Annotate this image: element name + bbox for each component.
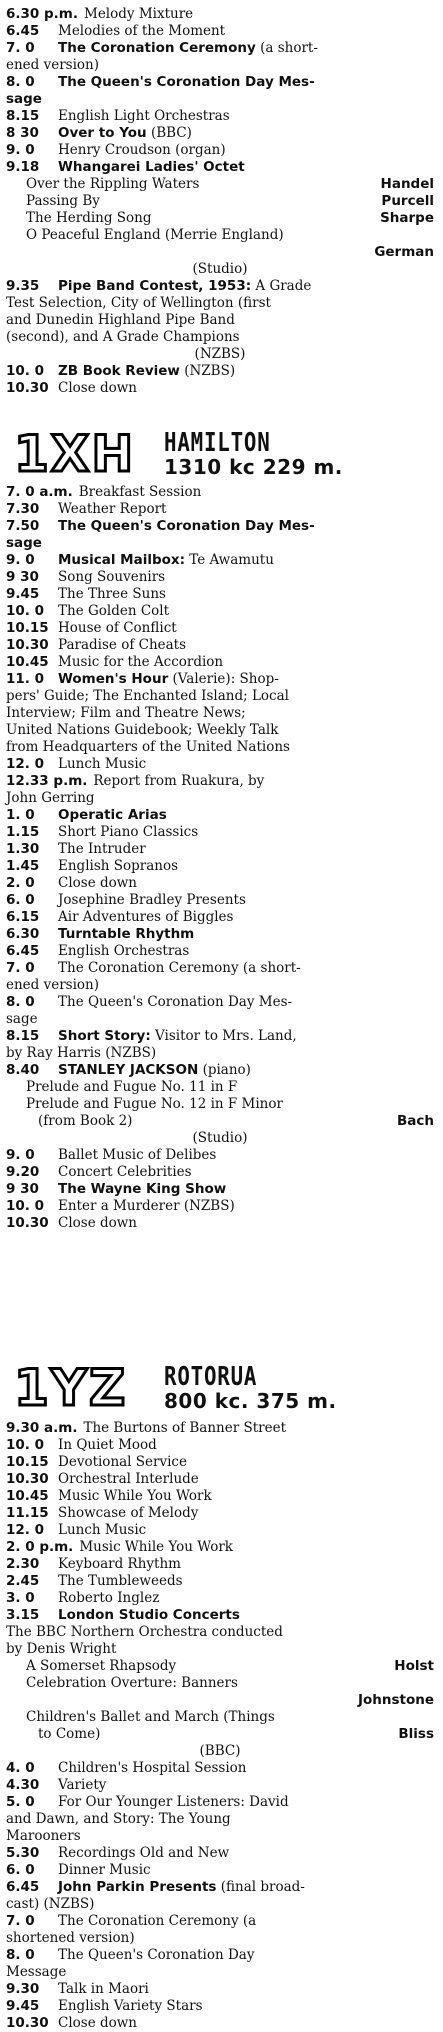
program-continuation: from Headquarters of the United Nations bbox=[6, 739, 290, 755]
program-row bbox=[6, 773, 434, 790]
piece-row bbox=[6, 1096, 434, 1113]
program-title: Paradise of Cheats bbox=[58, 637, 187, 653]
program-time: 10.45 bbox=[6, 1488, 49, 1504]
program-note: (final broad- bbox=[220, 1879, 305, 1895]
program-row bbox=[6, 159, 434, 176]
piece-row bbox=[6, 244, 434, 261]
piece-title: (from Book 2) bbox=[38, 1113, 133, 1129]
program-title: Pipe Band Contest, 1953: bbox=[58, 278, 252, 294]
program-time: 7. 0 a.m. bbox=[6, 484, 73, 500]
program-row bbox=[6, 671, 434, 688]
piece-composer: Holst bbox=[394, 1658, 434, 1674]
program-time: 12.33 p.m. bbox=[6, 773, 88, 789]
program-continuation: (second), and A Grade Champions bbox=[6, 329, 240, 345]
program-title: The Intruder bbox=[58, 841, 146, 857]
program-title: The Queen's Coronation Day bbox=[58, 1947, 255, 1963]
program-time: 10.15 bbox=[6, 1454, 49, 1470]
program-note: Visitor to Mrs. Land, bbox=[155, 1028, 297, 1044]
program-time: 6.45 bbox=[6, 943, 40, 959]
station-schedule-previous bbox=[6, 6, 434, 397]
station-logo: 1YZ bbox=[14, 1359, 128, 1417]
program-title: Short Story: bbox=[58, 1028, 151, 1044]
piece-title: Children's Ballet and March (Things bbox=[26, 1709, 275, 1725]
program-title: Recordings Old and New bbox=[58, 1845, 230, 1861]
program-time: 10.30 bbox=[6, 1215, 49, 1231]
program-time: 2. 0 p.m. bbox=[6, 1539, 74, 1555]
program-time: 4. 0 bbox=[6, 1760, 35, 1776]
program-time: 4.30 bbox=[6, 1777, 40, 1793]
program-row bbox=[6, 654, 434, 671]
program-time: 6.45 bbox=[6, 23, 40, 39]
program-title: Ballet Music of Delibes bbox=[58, 1147, 217, 1163]
program-title: Enter a Murderer (NZBS) bbox=[58, 1198, 235, 1214]
program-time: 9.45 bbox=[6, 1998, 40, 2014]
program-title: Breakfast Session bbox=[78, 484, 202, 500]
program-row bbox=[6, 1198, 434, 1215]
program-title: The Coronation Ceremony (a short- bbox=[58, 960, 301, 976]
program-row bbox=[6, 1062, 434, 1079]
program-time: 9.30 bbox=[6, 1981, 40, 1997]
program-row bbox=[6, 1862, 434, 1879]
program-title: Talk in Maori bbox=[58, 1981, 149, 1997]
program-continuation: by Denis Wright bbox=[6, 1641, 117, 1657]
program-title: Lunch Music bbox=[58, 1522, 147, 1538]
program-continuation: (NZBS) bbox=[194, 346, 246, 362]
program-continuation: pers' Guide; The Enchanted Island; Local bbox=[6, 688, 289, 704]
station-city: ROTORUA bbox=[164, 1362, 258, 1392]
program-row bbox=[6, 943, 434, 960]
program-row bbox=[6, 1947, 434, 1964]
program-title: Music While You Work bbox=[58, 1488, 212, 1504]
program-title: Music for the Accordion bbox=[58, 654, 224, 670]
piece-row bbox=[6, 1726, 434, 1743]
piece-row bbox=[6, 1113, 434, 1130]
program-title: Variety bbox=[58, 1777, 107, 1793]
program-note: (NZBS) bbox=[184, 363, 236, 379]
program-time: 9. 0 bbox=[6, 552, 35, 568]
program-time: 6.30 bbox=[6, 926, 40, 942]
program-continuation: Message bbox=[6, 1964, 67, 1980]
program-time: 6.15 bbox=[6, 909, 40, 925]
program-time: 8. 0 bbox=[6, 1947, 35, 1963]
program-row bbox=[6, 484, 434, 501]
program-title: Josephine Bradley Presents bbox=[58, 892, 246, 908]
program-title: In Quiet Mood bbox=[58, 1437, 157, 1453]
program-title: John Parkin Presents bbox=[58, 1879, 217, 1895]
program-row bbox=[6, 380, 434, 397]
program-continuation: sage bbox=[6, 1011, 38, 1027]
program-time: 10.30 bbox=[6, 637, 49, 653]
program-time: 10.30 bbox=[6, 2015, 49, 2031]
program-title: The Queen's Coronation Day Mes- bbox=[58, 74, 315, 90]
program-title: English Sopranos bbox=[58, 858, 179, 874]
program-row bbox=[6, 363, 434, 380]
program-time: 9. 0 bbox=[6, 142, 35, 158]
program-title: Close down bbox=[58, 1215, 138, 1231]
program-title: English Orchestras bbox=[58, 943, 190, 959]
program-row bbox=[6, 756, 434, 773]
piece-row bbox=[6, 210, 434, 227]
program-title: The Coronation Ceremony (a bbox=[58, 1913, 257, 1929]
program-time: 8.15 bbox=[6, 108, 40, 124]
program-time: 6. 0 bbox=[6, 1862, 35, 1878]
program-time: 7.50 bbox=[6, 518, 40, 534]
program-time: 10. 0 bbox=[6, 1437, 45, 1453]
program-row bbox=[6, 40, 434, 57]
station-schedule-1xh bbox=[6, 484, 434, 1232]
program-time: 11.15 bbox=[6, 1505, 49, 1521]
program-time: 7. 0 bbox=[6, 960, 35, 976]
program-title: English Variety Stars bbox=[58, 1998, 203, 2014]
program-time: 12. 0 bbox=[6, 1522, 45, 1538]
program-row bbox=[6, 858, 434, 875]
station-header-1yz bbox=[14, 1359, 434, 1417]
program-row bbox=[6, 1437, 434, 1454]
program-note: Te Awamutu bbox=[189, 552, 274, 568]
program-time: 10.15 bbox=[6, 620, 49, 636]
program-row bbox=[6, 1147, 434, 1164]
program-continuation: Marooners bbox=[6, 1828, 81, 1844]
program-time: 5.30 bbox=[6, 1845, 40, 1861]
program-time: 6.45 bbox=[6, 1879, 40, 1895]
program-row bbox=[6, 108, 434, 125]
program-continuation: by Ray Harris (NZBS) bbox=[6, 1045, 157, 1061]
program-continuation: sage bbox=[6, 535, 42, 551]
program-time: 9.18 bbox=[6, 159, 40, 175]
program-title: Keyboard Rhythm bbox=[58, 1556, 181, 1572]
program-continuation: The BBC Northern Orchestra conducted bbox=[6, 1624, 283, 1640]
program-row bbox=[6, 841, 434, 858]
program-row bbox=[6, 1488, 434, 1505]
program-title: Children's Hospital Session bbox=[58, 1760, 247, 1776]
program-continuation: ened version) bbox=[6, 977, 100, 993]
program-time: 8. 0 bbox=[6, 994, 35, 1010]
program-continuation: cast) (NZBS) bbox=[6, 1896, 95, 1912]
program-title: Orchestral Interlude bbox=[58, 1471, 199, 1487]
program-time: 10. 0 bbox=[6, 603, 45, 619]
program-title: ZB Book Review bbox=[58, 363, 180, 379]
program-time: 9.30 a.m. bbox=[6, 1420, 78, 1436]
program-title: English Light Orchestras bbox=[58, 108, 230, 124]
program-row bbox=[6, 1760, 434, 1777]
program-time: 10.45 bbox=[6, 654, 49, 670]
program-time: 6.30 p.m. bbox=[6, 6, 78, 22]
program-title: Close down bbox=[58, 380, 138, 396]
program-row bbox=[6, 1998, 434, 2015]
program-row bbox=[6, 125, 434, 142]
program-row bbox=[6, 1777, 434, 1794]
studio-note: (Studio) bbox=[192, 261, 248, 277]
program-time: 9.45 bbox=[6, 586, 40, 602]
program-continuation: sage bbox=[6, 91, 42, 107]
program-time: 1.15 bbox=[6, 824, 40, 840]
program-time: 9.20 bbox=[6, 1164, 40, 1180]
program-continuation: United Nations Guidebook; Weekly Talk bbox=[6, 722, 279, 738]
program-title: Roberto Inglez bbox=[58, 1590, 160, 1606]
program-time: 3. 0 bbox=[6, 1590, 35, 1606]
program-title: For Our Younger Listeners: David bbox=[58, 1794, 289, 1810]
program-time: 7. 0 bbox=[6, 1913, 35, 1929]
program-note: (a short- bbox=[260, 40, 318, 56]
station-header-1xh bbox=[14, 425, 434, 483]
program-title: Close down bbox=[58, 875, 138, 891]
station-schedule-1yz bbox=[6, 1420, 434, 2032]
program-continuation: shortened version) bbox=[6, 1930, 135, 1946]
program-title: The Tumbleweeds bbox=[58, 1573, 183, 1589]
program-title: Henry Croudson (organ) bbox=[58, 142, 226, 158]
program-time: 10.30 bbox=[6, 1471, 49, 1487]
program-row bbox=[6, 1471, 434, 1488]
program-row bbox=[6, 518, 434, 535]
program-time: 2. 0 bbox=[6, 875, 35, 891]
program-title: Whangarei Ladies' Octet bbox=[58, 159, 245, 175]
program-row bbox=[6, 926, 434, 943]
station-logo: 1XH bbox=[14, 425, 136, 483]
program-row bbox=[6, 1590, 434, 1607]
piece-title: Passing By bbox=[26, 193, 100, 209]
piece-row bbox=[6, 193, 434, 210]
program-continuation: ened version) bbox=[6, 57, 100, 73]
program-row bbox=[6, 1845, 434, 1862]
program-row bbox=[6, 1556, 434, 1573]
piece-composer: Bliss bbox=[398, 1726, 434, 1742]
program-note: A Grade bbox=[255, 278, 312, 294]
program-row bbox=[6, 6, 434, 23]
program-row bbox=[6, 1794, 434, 1811]
program-time: 8.40 bbox=[6, 1062, 40, 1078]
program-time: 2.30 bbox=[6, 1556, 40, 1572]
program-row bbox=[6, 1420, 434, 1437]
piece-row bbox=[6, 1079, 434, 1096]
program-continuation: and Dawn, and Story: The Young bbox=[6, 1811, 231, 1827]
program-title: Short Piano Classics bbox=[58, 824, 199, 840]
piece-row bbox=[6, 1709, 434, 1726]
piece-title: Over the Rippling Waters bbox=[26, 176, 200, 192]
program-time: 5. 0 bbox=[6, 1794, 35, 1810]
program-continuation: and Dunedin Highland Pipe Band bbox=[6, 312, 235, 328]
program-time: 6. 0 bbox=[6, 892, 35, 908]
program-title: STANLEY JACKSON bbox=[58, 1062, 199, 1078]
program-title: Showcase of Melody bbox=[58, 1505, 199, 1521]
program-row bbox=[6, 74, 434, 91]
program-time: 1.45 bbox=[6, 858, 40, 874]
program-title: Women's Hour bbox=[58, 671, 169, 687]
piece-title: Celebration Overture: Banners bbox=[26, 1675, 238, 1691]
program-time: 1. 0 bbox=[6, 807, 35, 823]
program-time: 10. 0 bbox=[6, 363, 45, 379]
program-time: 8. 0 bbox=[6, 74, 35, 90]
piece-title: Prelude and Fugue No. 12 in F Minor bbox=[26, 1096, 283, 1112]
program-row bbox=[6, 23, 434, 40]
program-row bbox=[6, 1454, 434, 1471]
program-row bbox=[6, 909, 434, 926]
piece-row bbox=[6, 1692, 434, 1709]
program-time: 9.35 bbox=[6, 278, 40, 294]
piece-row bbox=[6, 1658, 434, 1675]
program-title: The Three Suns bbox=[58, 586, 166, 602]
program-title: Air Adventures of Biggles bbox=[58, 909, 234, 925]
program-row bbox=[6, 1215, 434, 1232]
program-row bbox=[6, 142, 434, 159]
program-row bbox=[6, 1879, 434, 1896]
program-row bbox=[6, 1981, 434, 1998]
program-row bbox=[6, 569, 434, 586]
program-time: 8.15 bbox=[6, 1028, 40, 1044]
program-title: Close down bbox=[58, 2015, 138, 2031]
piece-composer: Handel bbox=[380, 176, 434, 192]
program-row bbox=[6, 2015, 434, 2032]
program-title: Devotional Service bbox=[58, 1454, 187, 1470]
piece-composer: Sharpe bbox=[380, 210, 434, 226]
station-frequency: 1310 kc 229 m. bbox=[164, 455, 343, 479]
program-time: 11. 0 bbox=[6, 671, 45, 687]
program-title: Melodies of the Moment bbox=[58, 23, 226, 39]
program-time: 1.30 bbox=[6, 841, 40, 857]
program-title: Report from Ruakura, by bbox=[93, 773, 265, 789]
program-title: The Golden Colt bbox=[58, 603, 170, 619]
program-row bbox=[6, 637, 434, 654]
piece-row bbox=[6, 1675, 434, 1692]
program-title: Operatic Arias bbox=[58, 807, 167, 823]
piece-composer: Purcell bbox=[381, 193, 434, 209]
program-time: 10.30 bbox=[6, 380, 49, 396]
program-title: The Queen's Coronation Day Mes- bbox=[58, 518, 315, 534]
program-row bbox=[6, 552, 434, 569]
program-time: 7.30 bbox=[6, 501, 40, 517]
program-row bbox=[6, 620, 434, 637]
program-row bbox=[6, 603, 434, 620]
program-row bbox=[6, 960, 434, 977]
program-title: The Queen's Coronation Day Mes- bbox=[58, 994, 293, 1010]
program-title: The Burtons of Banner Street bbox=[83, 1420, 287, 1436]
program-title: The Coronation Ceremony bbox=[58, 40, 256, 56]
program-title: Melody Mixture bbox=[84, 6, 194, 22]
piece-title: to Come) bbox=[38, 1726, 101, 1742]
program-row bbox=[6, 1181, 434, 1198]
station-city: HAMILTON bbox=[164, 428, 271, 458]
program-row bbox=[6, 1522, 434, 1539]
program-title: Concert Celebrities bbox=[58, 1164, 192, 1180]
program-row bbox=[6, 1028, 434, 1045]
program-note: (piano) bbox=[202, 1062, 251, 1078]
piece-composer: Johnstone bbox=[357, 1692, 434, 1708]
piece-title: O Peaceful England (Merrie England) bbox=[26, 227, 284, 243]
program-title: Dinner Music bbox=[58, 1862, 151, 1878]
piece-composer: Bach bbox=[396, 1113, 434, 1129]
studio-note: (Studio) bbox=[192, 1130, 248, 1146]
program-title: Musical Mailbox: bbox=[58, 552, 185, 568]
piece-composer: German bbox=[374, 244, 434, 260]
program-continuation: Test Selection, City of Wellington (first bbox=[6, 295, 271, 311]
program-time: 8 30 bbox=[6, 125, 39, 141]
program-continuation: Interview; Film and Theatre News; bbox=[6, 705, 246, 721]
program-row bbox=[6, 1505, 434, 1522]
program-title: London Studio Concerts bbox=[58, 1607, 240, 1623]
piece-row bbox=[6, 227, 434, 244]
program-title: Over to You bbox=[58, 125, 147, 141]
program-time: 10. 0 bbox=[6, 1198, 45, 1214]
program-title: Song Souvenirs bbox=[58, 569, 166, 585]
program-row bbox=[6, 824, 434, 841]
piece-title: The Herding Song bbox=[26, 210, 152, 226]
program-title: Music While You Work bbox=[79, 1539, 233, 1555]
piece-title: Prelude and Fugue No. 11 in F bbox=[26, 1079, 238, 1095]
program-row bbox=[6, 1164, 434, 1181]
program-time: 7. 0 bbox=[6, 40, 35, 56]
program-title: Turntable Rhythm bbox=[58, 926, 195, 942]
program-row bbox=[6, 1913, 434, 1930]
program-row bbox=[6, 892, 434, 909]
program-title: House of Conflict bbox=[58, 620, 177, 636]
program-time: 2.45 bbox=[6, 1573, 40, 1589]
program-row bbox=[6, 1607, 434, 1624]
program-row bbox=[6, 875, 434, 892]
program-row bbox=[6, 994, 434, 1011]
program-note: (BBC) bbox=[150, 125, 192, 141]
program-row bbox=[6, 807, 434, 824]
program-row bbox=[6, 1539, 434, 1556]
program-continuation: John Gerring bbox=[6, 790, 95, 806]
program-time: 9 30 bbox=[6, 1181, 39, 1197]
program-row bbox=[6, 501, 434, 518]
program-row bbox=[6, 278, 434, 295]
bbc-note: (BBC) bbox=[199, 1743, 241, 1759]
program-row bbox=[6, 586, 434, 603]
program-note: (Valerie): Shop- bbox=[172, 671, 279, 687]
program-title: Lunch Music bbox=[58, 756, 147, 772]
program-time: 9. 0 bbox=[6, 1147, 35, 1163]
piece-title: A Somerset Rhapsody bbox=[26, 1658, 177, 1674]
program-time: 3.15 bbox=[6, 1607, 40, 1623]
station-frequency: 800 kc. 375 m. bbox=[164, 1389, 337, 1413]
piece-row bbox=[6, 176, 434, 193]
program-time: 9 30 bbox=[6, 569, 39, 585]
program-row bbox=[6, 1573, 434, 1590]
program-title: The Wayne King Show bbox=[58, 1181, 227, 1197]
program-time: 12. 0 bbox=[6, 756, 45, 772]
program-title: Weather Report bbox=[58, 501, 167, 517]
